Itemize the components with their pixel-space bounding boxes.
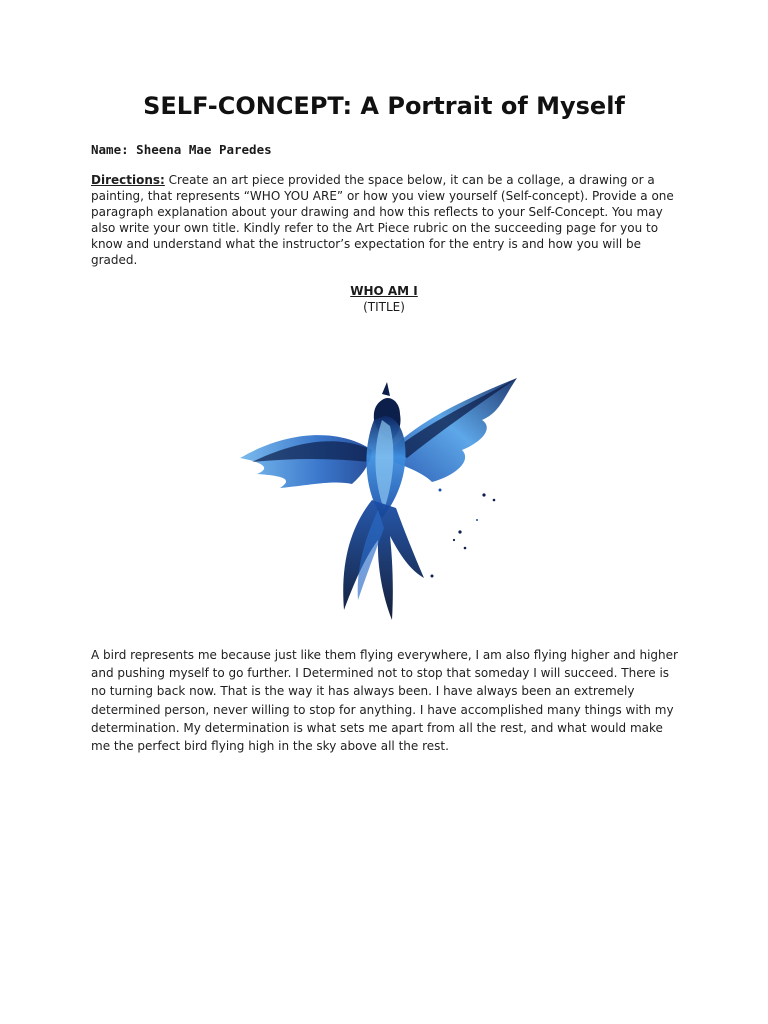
bird-tail xyxy=(343,500,424,620)
left-wing xyxy=(240,435,372,488)
bird-artwork xyxy=(232,350,532,635)
name-line xyxy=(91,142,272,157)
directions-label: Directions: xyxy=(91,173,165,187)
directions-paragraph xyxy=(91,172,676,268)
directions-text: Create an art piece provided the space below, it can be a collage, a drawing or a painting, that represents “WHO YOU ARE” or how you view yourself (Self-concept). Provide a one paragraph explanation about your drawing and how this reflects to your Self-Concept. You may also write your own title. Kindly refer to the Art Piece rubric on the succeeding page for you to know and understand what the instructor’s expectation for the entry is and how you will be graded. xyxy=(91,173,674,267)
name-label: Name: xyxy=(91,142,129,157)
art-title: WHO AM I xyxy=(350,284,418,298)
name-value: Sheena Mae Paredes xyxy=(136,142,272,157)
right-wing xyxy=(392,378,517,482)
page-title: SELF-CONCEPT: A Portrait of Myself xyxy=(143,92,625,120)
art-subtitle: (TITLE) xyxy=(363,300,405,314)
explanation-paragraph: A bird represents me because just like them flying everywhere, I am also flying higher and higher and pushing myself to go further. I Determined not to stop that someday I will succeed. There is no turning back now. That is the way it has always been. I have always been an extremely determined person, never willing to stop for anything. I have accomplished many things with my determination. My determination is what sets me apart from all the rest, and what would make me the perfect bird flying high in the sky above all the rest. xyxy=(91,648,678,754)
